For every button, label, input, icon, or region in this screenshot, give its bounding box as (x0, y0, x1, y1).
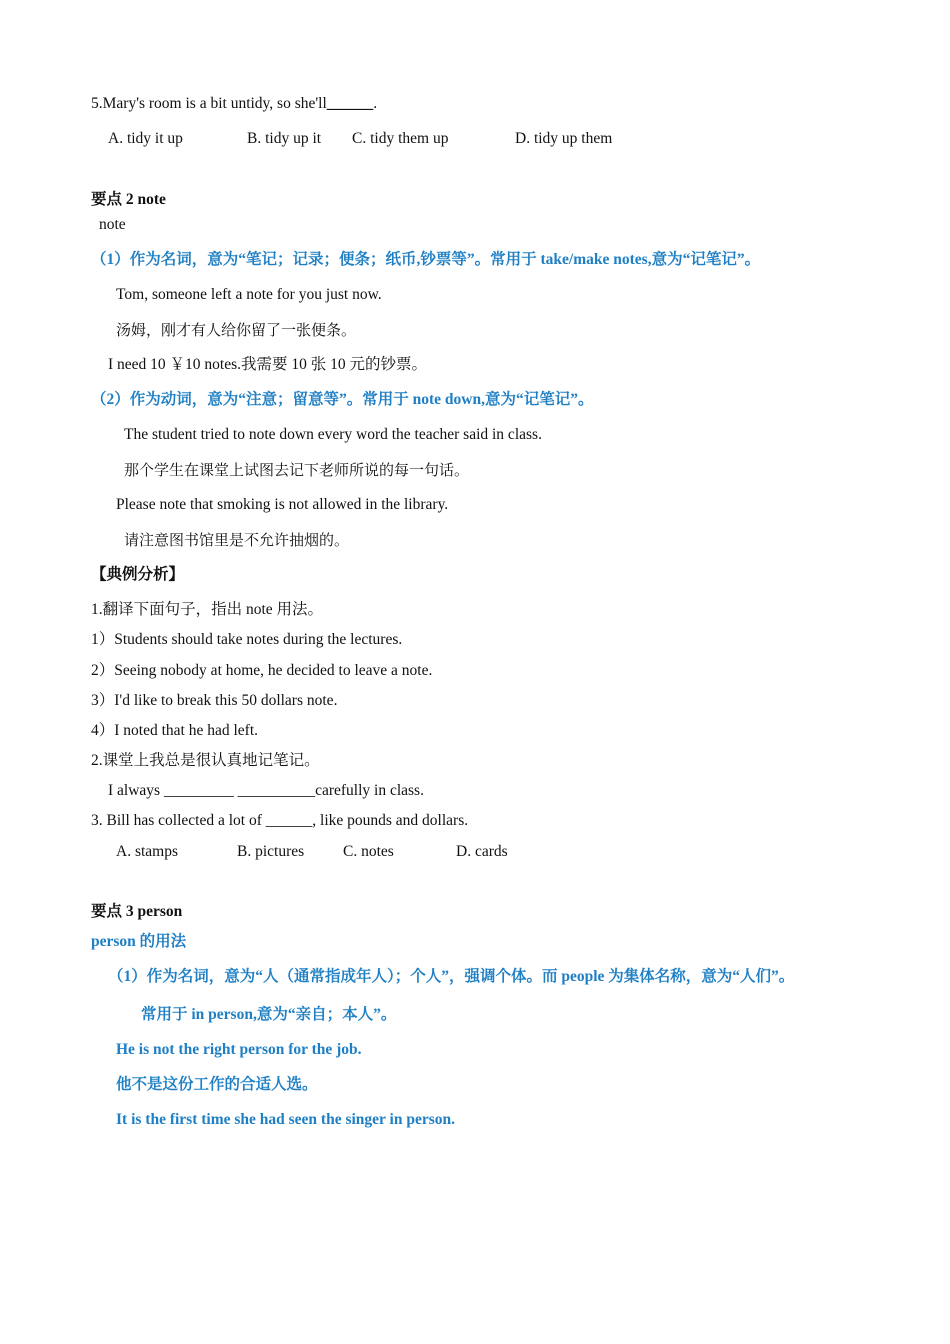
example-en: Please note that smoking is not allowed in the library. (116, 496, 449, 513)
analysis-question-3: 3. Bill has collected a lot of ______, like pounds and dollars. (91, 812, 469, 829)
q5-option-d: D. tidy up them (515, 130, 613, 147)
q3-option-a: A. stamps (116, 843, 178, 860)
question-5 (91, 94, 377, 114)
example-zh: 那个学生在课堂上试图去记下老师所说的每一句话。 (124, 461, 470, 479)
question-5-end: . (373, 95, 378, 112)
example-mixed: I need 10 ￥10 notes.我需要 10 张 10 元的钞票。 (108, 356, 428, 373)
analysis-item: 3）I'd like to break this 50 dollars note. (91, 692, 338, 709)
analysis-question-1: 1.翻译下面句子，指出 note 用法。 (91, 601, 324, 618)
example-zh: 他不是这份工作的合适人选。 (116, 1076, 318, 1093)
example-zh: 汤姆，刚才有人给你留了一张便条。 (116, 321, 357, 339)
example-zh: 请注意图书馆里是不允许抽烟的。 (124, 531, 350, 549)
example-en: The student tried to note down every word the teacher said in class. (124, 426, 542, 443)
example-en: Tom, someone left a note for you just now. (116, 286, 382, 303)
q5-option-b: B. tidy up it (247, 130, 322, 147)
question-5-stem: 5.Mary's room is a bit untidy, so she'll (91, 95, 327, 112)
question-5-blank: ______ (326, 95, 374, 112)
analysis-item: 1）Students should take notes during the lectures. (91, 631, 403, 648)
analysis-question-2-line: I always _________ __________carefully in class. (108, 782, 424, 799)
example-en: He is not the right person for the job. (116, 1041, 362, 1058)
analysis-item: 4）I noted that he had left. (91, 722, 259, 739)
analysis-heading: 【典例分析】 (91, 566, 185, 583)
point-3-subheading: person 的用法 (91, 933, 187, 950)
point-2-heading: 要点 2 note (91, 191, 166, 208)
point-2-word: note (99, 216, 126, 233)
point-2-def-verb: （2）作为动词，意为“注意；留意等”。常用于 note down,意为“记笔记”。 (91, 391, 594, 408)
q5-option-c: C. tidy them up (352, 130, 449, 147)
example-en: It is the first time she had seen the singer in person. (116, 1111, 455, 1128)
q3-option-b: B. pictures (237, 843, 305, 860)
q3-option-c: C. notes (343, 843, 394, 860)
point-3-heading: 要点 3 person (91, 903, 183, 920)
q5-option-a: A. tidy it up (108, 130, 183, 147)
q3-option-d: D. cards (456, 843, 508, 860)
analysis-item: 2）Seeing nobody at home, he decided to leave a note. (91, 662, 433, 679)
point-2-def-noun: （1）作为名词，意为“笔记；记录；便条；纸币,钞票等”。常用于 take/make notes,意为“记笔记”。 (91, 251, 761, 268)
analysis-question-2: 2.课堂上我总是很认真地记笔记。 (91, 752, 320, 769)
point-3-def-noun: （1）作为名词，意为“人（通常指成年人）；个人”，强调个体。而 people 为集体名称，意为“人们”。 (108, 968, 795, 985)
point-3-def-usage: 常用于 in person,意为“亲自；本人”。 (141, 1006, 397, 1023)
